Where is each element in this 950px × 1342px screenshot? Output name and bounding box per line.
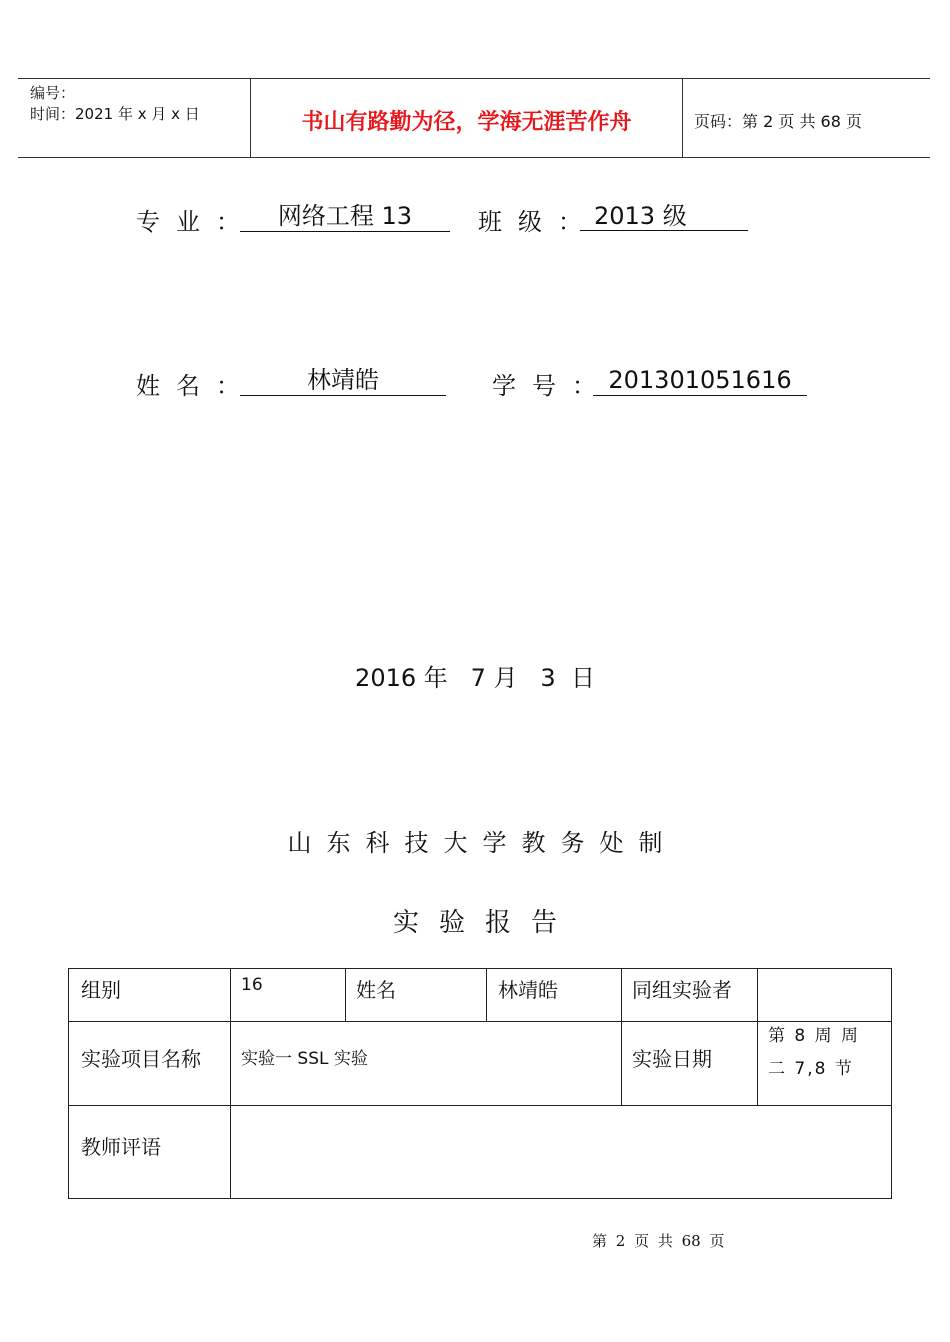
header-divider bbox=[682, 79, 683, 157]
experiment-date-label: 实验日期 bbox=[632, 1047, 712, 1071]
project-name-label: 实验项目名称 bbox=[81, 1047, 201, 1071]
report-title: 实验报告 bbox=[392, 908, 577, 938]
class-label: 班级： bbox=[478, 208, 598, 236]
project-name-value: 实验一 SSL 实验 bbox=[241, 1049, 368, 1069]
name-value: 林靖皓 bbox=[240, 365, 446, 396]
experiment-info-table bbox=[68, 968, 892, 1199]
table-col-divider bbox=[345, 969, 346, 1021]
experiment-date-value: 第 8 周 周 二 7,8 节 bbox=[768, 1026, 861, 1079]
student-id-label: 学号： bbox=[492, 372, 612, 400]
name-label: 姓名： bbox=[136, 372, 256, 400]
time-label: 时间：2021 年 x 月 x 日 bbox=[30, 105, 200, 123]
serial-number-label: 编号： bbox=[30, 84, 76, 102]
page-footer: 第 2 页 共 68 页 bbox=[592, 1232, 725, 1250]
table-row-divider bbox=[69, 1105, 891, 1106]
student-id-value: 201301051616 bbox=[593, 365, 807, 396]
major-value: 网络工程 13 bbox=[240, 201, 450, 232]
table-name-value: 林靖皓 bbox=[498, 978, 558, 1002]
header-page-info: 页码：第 2 页 共 68 页 bbox=[694, 112, 862, 131]
table-col-divider bbox=[486, 969, 487, 1021]
table-col-divider bbox=[621, 969, 622, 1105]
partner-label: 同组实验者 bbox=[632, 978, 732, 1002]
header-motto: 书山有路勤为径，学海无涯苦作舟 bbox=[301, 110, 632, 135]
teacher-comment-label: 教师评语 bbox=[81, 1135, 161, 1159]
page-header bbox=[18, 78, 930, 158]
institution-line: 山东科技大学教务处制 bbox=[287, 829, 678, 857]
report-date: 2016 年 7 月 3 日 bbox=[355, 664, 595, 692]
class-value: 2013 级 bbox=[580, 201, 748, 231]
group-label: 组别 bbox=[81, 978, 121, 1002]
table-name-label: 姓名 bbox=[356, 978, 396, 1002]
group-value: 16 bbox=[241, 975, 263, 995]
table-col-divider bbox=[757, 969, 758, 1105]
header-meta bbox=[30, 83, 200, 125]
table-col-divider bbox=[230, 969, 231, 1198]
major-label: 专业： bbox=[136, 208, 256, 236]
